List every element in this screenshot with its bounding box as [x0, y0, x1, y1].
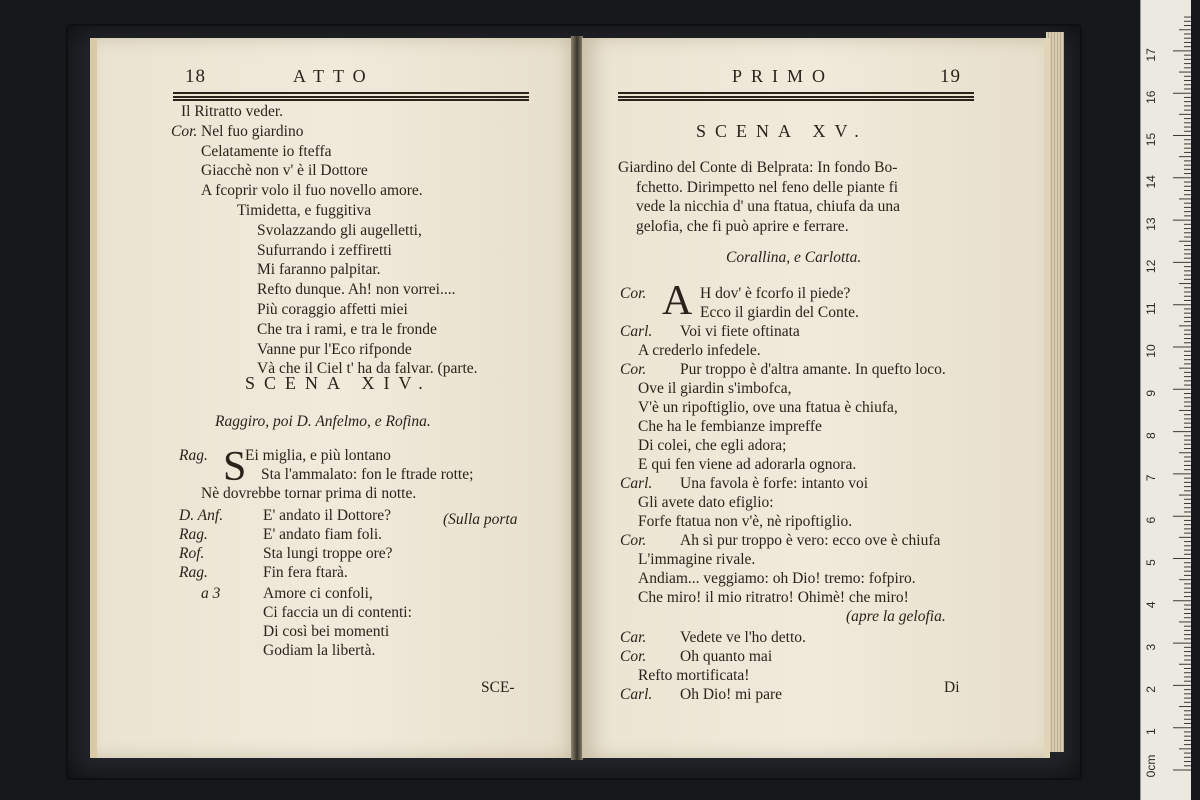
right-page: [582, 38, 1050, 758]
speaker-label: D. Anf.: [179, 507, 224, 524]
ruler-label: 11: [1144, 302, 1158, 315]
scene-title: SCENA XV.: [696, 121, 868, 141]
line-text: Che tra i rami, e tra le fronde: [257, 320, 437, 338]
drop-cap: A: [662, 278, 693, 324]
ruler-label: 8: [1144, 432, 1158, 439]
line-text: L'immagine rivale.: [638, 551, 756, 568]
line-text: Refto mortificata!: [638, 667, 750, 684]
ruler-label: 1: [1144, 728, 1158, 736]
line-text: Và che il Ciel t' ha da falvar. (parte.: [257, 360, 478, 378]
line-text: Refto dunque. Ah! non vorrei....: [257, 281, 456, 299]
ruler-label: 2: [1144, 686, 1158, 693]
ruler-label: 12: [1144, 259, 1158, 274]
stage-direction: (Sulla porta: [443, 511, 518, 528]
line-text: Forfe ftatua non v'è, nè ripoftiglio.: [638, 513, 853, 530]
line-text: Che ha le fembianze impreffe: [638, 418, 822, 435]
header-rule: [173, 92, 529, 94]
ruler-label: 4: [1144, 601, 1158, 609]
line-text: Timidetta, e fuggitiva: [237, 202, 372, 219]
line-text: Giacchè non v' è il Dottore: [201, 162, 368, 180]
setting-line: gelofia, che fi può aprire e ferrare.: [636, 217, 849, 235]
line-text: Ci faccia un di contenti:: [263, 604, 412, 621]
ruler-label: 9: [1144, 389, 1158, 397]
speaker-label: a 3: [201, 585, 221, 602]
line-text: Oh quanto mai: [680, 648, 773, 665]
line-text: Il Ritratto veder.: [181, 103, 284, 120]
speaker-label: Cor.: [620, 648, 647, 665]
line-text: Vanne pur l'Eco rifponde: [257, 340, 412, 358]
line-text: E' andato il Dottore?: [263, 507, 392, 524]
setting-line: Giardino del Conte di Belprata: In fondo Bo-: [618, 159, 898, 176]
running-head: ATTO: [293, 66, 375, 86]
measuring-ruler: [1140, 0, 1191, 800]
line-text: Voi vi fiete oftinata: [680, 323, 800, 340]
line-text: A crederlo infedele.: [638, 342, 761, 359]
line-text: (apre la gelofia.: [846, 608, 946, 625]
page-number: 18: [185, 66, 206, 87]
line-text: Sufurrando i zeffiretti: [257, 241, 392, 259]
running-head: PRIMO: [732, 66, 835, 86]
ruler-label: 14: [1144, 175, 1158, 189]
line-text: Gli avete dato efiglio:: [638, 494, 774, 511]
line-text: Vedete ve l'ho detto.: [680, 629, 806, 646]
line-text: Fin fera ftarà.: [263, 564, 348, 581]
line-text: Ecco il giardin del Conte.: [700, 304, 859, 321]
line-text: Sta l'ammalato: fon le ftrade rotte;: [261, 466, 474, 483]
line-text: Pur troppo è d'altra amante. In quefto loco.: [680, 361, 946, 378]
line-text: Oh Dio! mi pare: [680, 686, 783, 703]
line-text: V'è un ripoftiglio, ove una ftatua è chiufa,: [638, 399, 898, 416]
scene-title: SCENA XIV.: [245, 373, 432, 393]
catchword: SCE-: [481, 679, 515, 696]
speaker-label: Cor.: [620, 532, 647, 549]
line-text: H dov' è fcorfo il piede?: [700, 285, 851, 302]
speaker-label: Rof.: [179, 545, 205, 562]
speaker-label: Cor.: [620, 285, 647, 302]
line-text: Ah sì pur troppo è vero: ecco ove è chiufa: [680, 532, 941, 549]
ruler-label: 10: [1144, 344, 1158, 358]
ruler-scale: [1141, 0, 1191, 800]
line-text: Una favola è forfe: intanto voi: [680, 475, 869, 492]
ruler-label: 7: [1144, 474, 1158, 482]
line-text: Che miro! il mio ritratro! Ohimè! che miro!: [638, 589, 909, 606]
line-text: Più coraggio affetti miei: [257, 301, 408, 318]
line-text: Ei miglia, e più lontano: [245, 447, 391, 464]
ruler-label: 15: [1144, 132, 1158, 147]
line-text: A fcoprir volo il fuo novello amore.: [201, 182, 423, 200]
line-text: Ove il giardin s'imbofca,: [638, 380, 792, 397]
scene-characters: Corallina, e Carlotta.: [726, 249, 862, 266]
header-rule: [618, 92, 974, 94]
scene-characters: Raggiro, poi D. Anfelmo, e Rofina.: [215, 413, 431, 430]
drop-cap: S: [223, 444, 247, 490]
line-text: E' andato fiam foli.: [263, 526, 383, 543]
setting-line: vede la nicchia d' una ftatua, chiufa da una: [636, 198, 901, 215]
line-text: Godiam la libertà.: [263, 642, 376, 659]
line-text: Amore ci confoli,: [263, 585, 373, 602]
line-text: Di colei, che egli adora;: [638, 437, 787, 454]
left-page: [90, 38, 579, 758]
speaker-label: Rag.: [179, 447, 208, 464]
line-text: E qui fen viene ad adorarla ognora.: [638, 456, 857, 473]
catchword: Di: [944, 679, 960, 696]
line-text: Nè dovrebbe tornar prima di notte.: [201, 485, 417, 502]
speaker-label: Cor.: [620, 361, 647, 378]
speaker-label: Carl.: [620, 323, 653, 340]
line-text: Celatamente io fteffa: [201, 142, 332, 160]
ruler-label: 3: [1144, 643, 1158, 651]
line-text: Mi faranno palpitar.: [257, 261, 381, 279]
ruler-label: 5: [1144, 559, 1158, 566]
speaker-label: Carl.: [620, 475, 653, 492]
page-number: 19: [940, 66, 961, 87]
ruler-label: 13: [1144, 217, 1158, 231]
ruler-label: 6: [1144, 516, 1158, 524]
line-text: Di così bei momenti: [263, 623, 390, 640]
speaker-label: Carl.: [620, 686, 653, 703]
line-text: Andiam... veggiamo: oh Dio! tremo: fofpiro.: [638, 570, 916, 587]
speaker-label: Cor.: [171, 122, 198, 140]
setting-line: fchetto. Dirimpetto nel feno delle piante fi: [636, 178, 899, 196]
line-text: Nel fuo giardino: [201, 122, 304, 140]
ruler-label: 17: [1144, 48, 1158, 62]
speaker-label: Rag.: [179, 526, 208, 543]
ruler-label: 0cm: [1144, 754, 1158, 778]
speaker-label: Car.: [620, 629, 647, 646]
line-text: Svolazzando gli augelletti,: [257, 221, 422, 239]
speaker-label: Rag.: [179, 564, 208, 581]
line-text: Sta lungi troppe ore?: [263, 545, 393, 562]
ruler-label: 16: [1144, 90, 1158, 104]
